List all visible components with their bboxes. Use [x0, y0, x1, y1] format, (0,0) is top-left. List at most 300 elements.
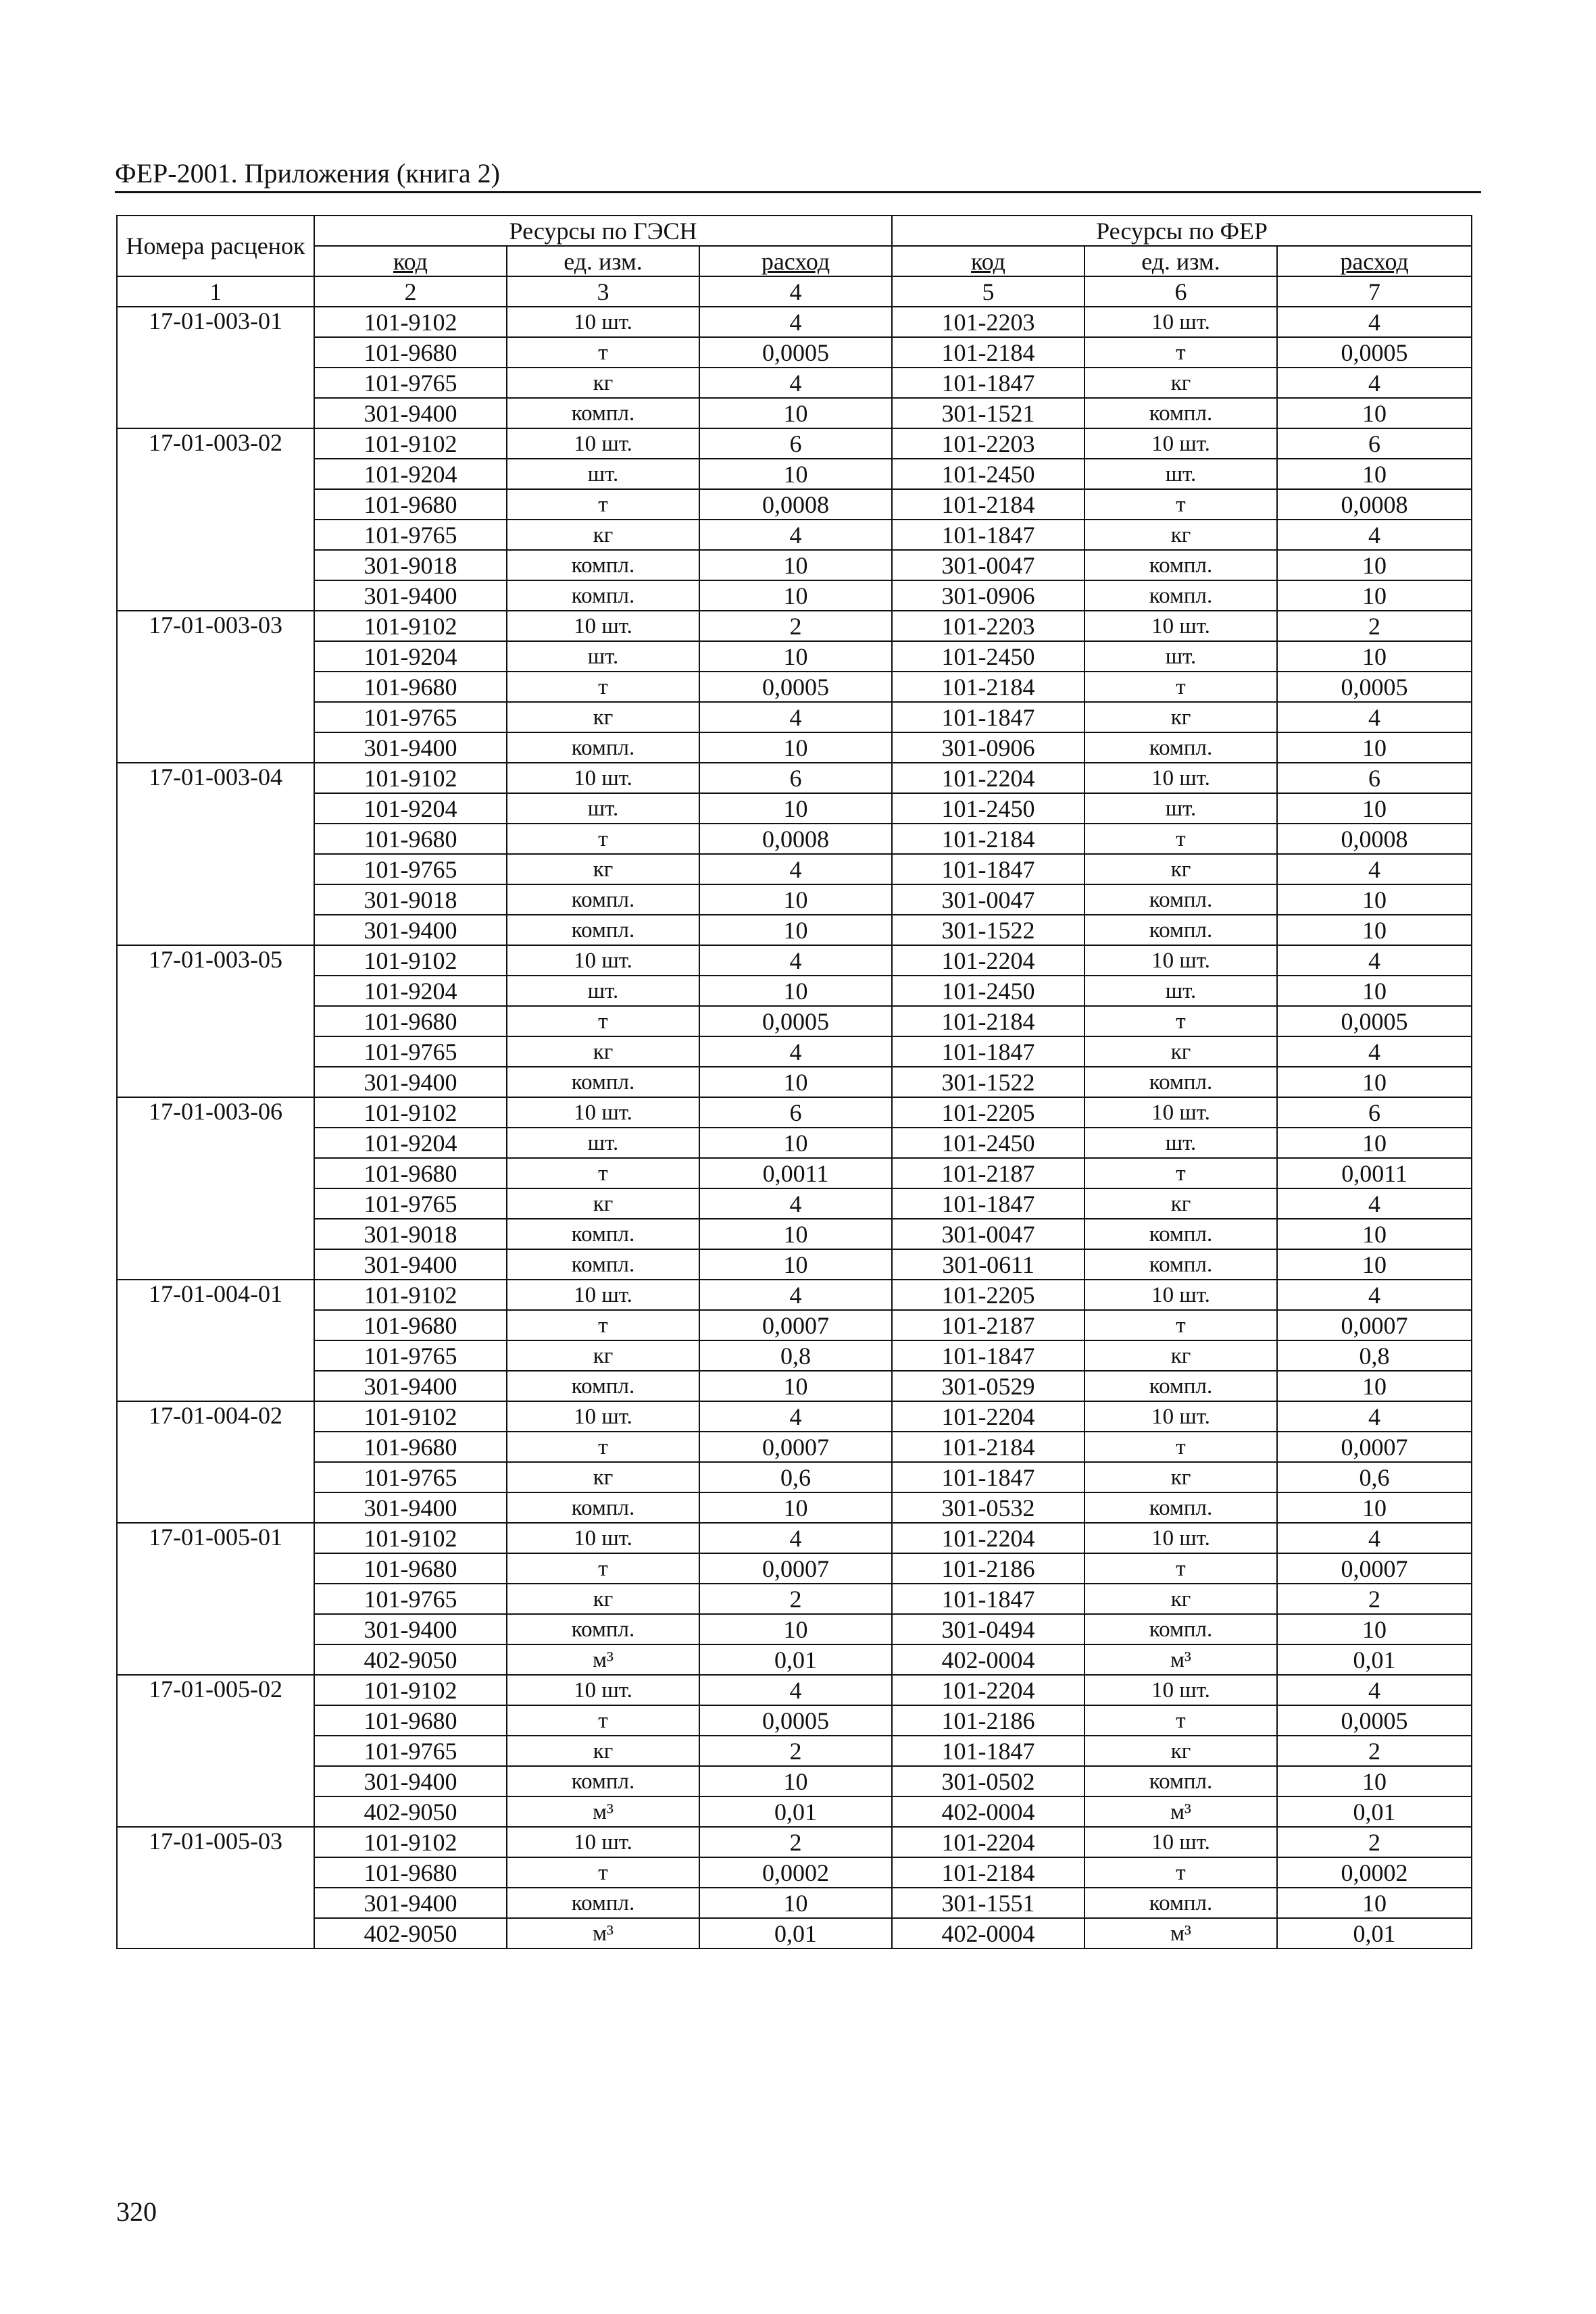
gesn-consumption-cell: 0,0011	[699, 1158, 892, 1188]
gesn-code-cell: 101-9765	[314, 1340, 507, 1371]
fer-unit-cell: компл.	[1084, 1614, 1277, 1644]
gesn-unit-cell: 10 шт.	[507, 1401, 699, 1432]
fer-unit-cell: т	[1084, 824, 1277, 854]
fer-consumption-cell: 10	[1277, 1614, 1472, 1644]
table-row	[117, 1371, 1472, 1401]
gesn-unit-cell: кг	[507, 702, 699, 732]
fer-unit-cell: т	[1084, 672, 1277, 702]
gesn-code-cell: 101-9765	[314, 1188, 507, 1219]
header-gesn-code: код	[314, 246, 507, 276]
fer-consumption-cell: 10	[1277, 1219, 1472, 1249]
table-row	[117, 520, 1472, 550]
fer-unit-cell: т	[1084, 1857, 1277, 1888]
gesn-code-cell: 301-9400	[314, 1067, 507, 1097]
gesn-consumption-cell: 10	[699, 793, 892, 824]
gesn-unit-cell: кг	[507, 368, 699, 398]
fer-unit-cell: компл.	[1084, 1492, 1277, 1523]
gesn-consumption-cell: 0,0005	[699, 337, 892, 368]
fer-unit-cell: компл.	[1084, 1067, 1277, 1097]
header-row-groups	[117, 216, 1472, 246]
fer-consumption-cell: 10	[1277, 459, 1472, 489]
table-row	[117, 1249, 1472, 1280]
resources-table	[116, 215, 1472, 1949]
gesn-unit-cell: кг	[507, 1188, 699, 1219]
fer-unit-cell: компл.	[1084, 732, 1277, 763]
gesn-code-cell: 301-9400	[314, 398, 507, 428]
gesn-unit-cell: шт.	[507, 459, 699, 489]
table-row	[117, 611, 1472, 641]
fer-unit-cell: 10 шт.	[1084, 945, 1277, 976]
gesn-unit-cell: 10 шт.	[507, 307, 699, 337]
gesn-code-cell: 101-9765	[314, 854, 507, 884]
table-row	[117, 1432, 1472, 1462]
rate-number-cell: 17-01-003-03	[117, 611, 314, 763]
gesn-code-cell: 101-9102	[314, 763, 507, 793]
table-row	[117, 398, 1472, 428]
fer-code-cell: 101-2450	[892, 641, 1084, 672]
fer-consumption-cell: 0,0007	[1277, 1432, 1472, 1462]
gesn-consumption-cell: 10	[699, 976, 892, 1006]
fer-consumption-cell: 6	[1277, 763, 1472, 793]
gesn-consumption-cell: 2	[699, 1827, 892, 1857]
gesn-code-cell: 402-9050	[314, 1644, 507, 1675]
fer-code-cell: 301-0529	[892, 1371, 1084, 1401]
gesn-consumption-cell: 10	[699, 1067, 892, 1097]
fer-code-cell: 101-1847	[892, 1462, 1084, 1492]
gesn-unit-cell: компл.	[507, 1888, 699, 1918]
gesn-code-cell: 101-9680	[314, 824, 507, 854]
gesn-consumption-cell: 10	[699, 1888, 892, 1918]
gesn-consumption-cell: 4	[699, 368, 892, 398]
table-row	[117, 1705, 1472, 1736]
fer-unit-cell: 10 шт.	[1084, 1827, 1277, 1857]
page-header-title: ФЕР-2001. Приложения (книга 2)	[115, 158, 500, 188]
gesn-consumption-cell: 10	[699, 732, 892, 763]
fer-code-cell: 101-1847	[892, 1736, 1084, 1766]
gesn-code-cell: 101-9102	[314, 1827, 507, 1857]
gesn-unit-cell: компл.	[507, 1492, 699, 1523]
fer-consumption-cell: 0,0005	[1277, 672, 1472, 702]
fer-code-cell: 101-2184	[892, 489, 1084, 520]
gesn-code-cell: 101-9102	[314, 611, 507, 641]
fer-code-cell: 101-2450	[892, 793, 1084, 824]
gesn-consumption-cell: 4	[699, 1523, 892, 1553]
fer-unit-cell: кг	[1084, 854, 1277, 884]
gesn-unit-cell: т	[507, 337, 699, 368]
fer-unit-cell: 10 шт.	[1084, 1523, 1277, 1553]
gesn-unit-cell: т	[507, 1158, 699, 1188]
table-row	[117, 732, 1472, 763]
table-row	[117, 1340, 1472, 1371]
fer-unit-cell: кг	[1084, 520, 1277, 550]
table-row	[117, 702, 1472, 732]
gesn-unit-cell: 10 шт.	[507, 1097, 699, 1128]
fer-unit-cell: кг	[1084, 1188, 1277, 1219]
table-row	[117, 489, 1472, 520]
gesn-code-cell: 101-9680	[314, 1310, 507, 1340]
fer-consumption-cell: 10	[1277, 641, 1472, 672]
table-row	[117, 641, 1472, 672]
fer-code-cell: 101-1847	[892, 1584, 1084, 1614]
table-row	[117, 1644, 1472, 1675]
fer-unit-cell: компл.	[1084, 1888, 1277, 1918]
header-fer-unit: ед. изм.	[1084, 246, 1277, 276]
fer-code-cell: 301-1551	[892, 1888, 1084, 1918]
fer-unit-cell: 10 шт.	[1084, 428, 1277, 459]
gesn-code-cell: 101-9102	[314, 1675, 507, 1705]
fer-consumption-cell: 0,0005	[1277, 1006, 1472, 1036]
gesn-unit-cell: 10 шт.	[507, 763, 699, 793]
fer-consumption-cell: 6	[1277, 428, 1472, 459]
gesn-consumption-cell: 4	[699, 702, 892, 732]
gesn-consumption-cell: 0,0007	[699, 1310, 892, 1340]
fer-unit-cell: компл.	[1084, 1219, 1277, 1249]
gesn-consumption-cell: 10	[699, 580, 892, 611]
gesn-code-cell: 301-9018	[314, 1219, 507, 1249]
fer-consumption-cell: 4	[1277, 368, 1472, 398]
gesn-code-cell: 101-9102	[314, 1280, 507, 1310]
table-row	[117, 884, 1472, 915]
gesn-unit-cell: кг	[507, 1584, 699, 1614]
fer-code-cell: 101-2205	[892, 1280, 1084, 1310]
fer-code-cell: 101-2204	[892, 1401, 1084, 1432]
table-row	[117, 1523, 1472, 1553]
gesn-code-cell: 101-9765	[314, 1462, 507, 1492]
table-row	[117, 1614, 1472, 1644]
gesn-consumption-cell: 4	[699, 945, 892, 976]
gesn-code-cell: 101-9102	[314, 1401, 507, 1432]
fer-code-cell: 101-2204	[892, 945, 1084, 976]
fer-consumption-cell: 10	[1277, 1249, 1472, 1280]
fer-consumption-cell: 0,0005	[1277, 1705, 1472, 1736]
gesn-consumption-cell: 10	[699, 1492, 892, 1523]
gesn-unit-cell: компл.	[507, 732, 699, 763]
table-row	[117, 580, 1472, 611]
header-fer-resources: Ресурсы по ФЕР	[892, 216, 1472, 246]
gesn-code-cell: 101-9102	[314, 945, 507, 976]
gesn-consumption-cell: 10	[699, 884, 892, 915]
gesn-code-cell: 101-9680	[314, 1432, 507, 1462]
header-gesn-consumption: расход	[699, 246, 892, 276]
gesn-unit-cell: шт.	[507, 641, 699, 672]
page-number: 320	[116, 2196, 157, 2227]
fer-consumption-cell: 4	[1277, 1036, 1472, 1067]
fer-code-cell: 101-2184	[892, 1857, 1084, 1888]
gesn-code-cell: 101-9680	[314, 1158, 507, 1188]
fer-code-cell: 101-2205	[892, 1097, 1084, 1128]
gesn-consumption-cell: 10	[699, 1766, 892, 1796]
gesn-unit-cell: кг	[507, 1340, 699, 1371]
gesn-unit-cell: компл.	[507, 580, 699, 611]
table-row	[117, 1918, 1472, 1948]
table-row	[117, 1006, 1472, 1036]
gesn-unit-cell: 10 шт.	[507, 945, 699, 976]
header-fer-code: код	[892, 246, 1084, 276]
gesn-consumption-cell: 0,0002	[699, 1857, 892, 1888]
fer-code-cell: 301-0494	[892, 1614, 1084, 1644]
fer-code-cell: 402-0004	[892, 1796, 1084, 1827]
fer-code-cell: 301-0047	[892, 1219, 1084, 1249]
gesn-consumption-cell: 0,0007	[699, 1553, 892, 1584]
fer-unit-cell: компл.	[1084, 398, 1277, 428]
gesn-code-cell: 301-9400	[314, 1888, 507, 1918]
fer-code-cell: 301-0906	[892, 580, 1084, 611]
gesn-unit-cell: 10 шт.	[507, 1675, 699, 1705]
gesn-code-cell: 301-9018	[314, 884, 507, 915]
gesn-unit-cell: м³	[507, 1644, 699, 1675]
rate-number-cell: 17-01-004-01	[117, 1280, 314, 1401]
gesn-unit-cell: компл.	[507, 1219, 699, 1249]
header-rate-numbers	[117, 216, 314, 276]
gesn-code-cell: 101-9102	[314, 1523, 507, 1553]
gesn-unit-cell: компл.	[507, 1249, 699, 1280]
gesn-unit-cell: компл.	[507, 915, 699, 945]
header-gesn-resources: Ресурсы по ГЭСН	[314, 216, 892, 246]
fer-consumption-cell: 10	[1277, 580, 1472, 611]
gesn-code-cell: 101-9680	[314, 489, 507, 520]
gesn-consumption-cell: 6	[699, 428, 892, 459]
table-row	[117, 1736, 1472, 1766]
fer-unit-cell: компл.	[1084, 1371, 1277, 1401]
gesn-unit-cell: кг	[507, 1736, 699, 1766]
fer-consumption-cell: 10	[1277, 1371, 1472, 1401]
gesn-unit-cell: т	[507, 1432, 699, 1462]
fer-code-cell: 101-1847	[892, 1188, 1084, 1219]
gesn-consumption-cell: 0,0005	[699, 672, 892, 702]
fer-unit-cell: шт.	[1084, 459, 1277, 489]
gesn-code-cell: 402-9050	[314, 1918, 507, 1948]
gesn-consumption-cell: 10	[699, 915, 892, 945]
gesn-unit-cell: компл.	[507, 1371, 699, 1401]
gesn-consumption-cell: 4	[699, 520, 892, 550]
gesn-unit-cell: компл.	[507, 398, 699, 428]
table-row	[117, 1462, 1472, 1492]
table-row	[117, 1888, 1472, 1918]
table-row	[117, 1280, 1472, 1310]
fer-code-cell: 101-2186	[892, 1553, 1084, 1584]
gesn-unit-cell: т	[507, 489, 699, 520]
column-number: 6	[1084, 276, 1277, 307]
fer-unit-cell: т	[1084, 1006, 1277, 1036]
gesn-code-cell: 301-9400	[314, 1492, 507, 1523]
gesn-unit-cell: м³	[507, 1918, 699, 1948]
table-row	[117, 1067, 1472, 1097]
fer-code-cell: 101-1847	[892, 1036, 1084, 1067]
table-row	[117, 1219, 1472, 1249]
gesn-consumption-cell: 10	[699, 398, 892, 428]
fer-consumption-cell: 0,0005	[1277, 337, 1472, 368]
table-header	[117, 216, 1472, 307]
fer-consumption-cell: 4	[1277, 1280, 1472, 1310]
fer-unit-cell: 10 шт.	[1084, 1675, 1277, 1705]
gesn-unit-cell: кг	[507, 520, 699, 550]
fer-code-cell: 101-2186	[892, 1705, 1084, 1736]
gesn-consumption-cell: 0,8	[699, 1340, 892, 1371]
fer-code-cell: 101-2204	[892, 1675, 1084, 1705]
gesn-consumption-cell: 0,0005	[699, 1705, 892, 1736]
fer-unit-cell: шт.	[1084, 641, 1277, 672]
fer-unit-cell: 10 шт.	[1084, 1401, 1277, 1432]
gesn-consumption-cell: 2	[699, 1584, 892, 1614]
fer-unit-cell: кг	[1084, 1462, 1277, 1492]
fer-unit-cell: 10 шт.	[1084, 611, 1277, 641]
table-row	[117, 1310, 1472, 1340]
rate-number-cell: 17-01-003-06	[117, 1097, 314, 1280]
gesn-code-cell: 402-9050	[314, 1796, 507, 1827]
gesn-code-cell: 101-9765	[314, 520, 507, 550]
fer-code-cell: 101-2203	[892, 428, 1084, 459]
fer-code-cell: 101-1847	[892, 1340, 1084, 1371]
table-row	[117, 1492, 1472, 1523]
gesn-consumption-cell: 6	[699, 1097, 892, 1128]
table-row	[117, 976, 1472, 1006]
gesn-consumption-cell: 4	[699, 1036, 892, 1067]
fer-consumption-cell: 4	[1277, 1675, 1472, 1705]
fer-unit-cell: компл.	[1084, 1766, 1277, 1796]
table-row	[117, 672, 1472, 702]
fer-consumption-cell: 10	[1277, 884, 1472, 915]
fer-unit-cell: м³	[1084, 1796, 1277, 1827]
table-row	[117, 337, 1472, 368]
fer-code-cell: 101-1847	[892, 520, 1084, 550]
gesn-consumption-cell: 10	[699, 459, 892, 489]
gesn-consumption-cell: 10	[699, 641, 892, 672]
fer-code-cell: 101-2204	[892, 1827, 1084, 1857]
gesn-unit-cell: кг	[507, 1036, 699, 1067]
gesn-consumption-cell: 4	[699, 1401, 892, 1432]
rate-number-cell: 17-01-003-01	[117, 307, 314, 428]
gesn-code-cell: 101-9765	[314, 702, 507, 732]
table-row	[117, 307, 1472, 337]
gesn-code-cell: 101-9204	[314, 976, 507, 1006]
table-row	[117, 1401, 1472, 1432]
table-row	[117, 1097, 1472, 1128]
fer-consumption-cell: 10	[1277, 793, 1472, 824]
fer-unit-cell: 10 шт.	[1084, 1280, 1277, 1310]
gesn-consumption-cell: 4	[699, 854, 892, 884]
gesn-unit-cell: т	[507, 672, 699, 702]
gesn-unit-cell: т	[507, 1705, 699, 1736]
fer-unit-cell: 10 шт.	[1084, 1097, 1277, 1128]
gesn-unit-cell: т	[507, 1857, 699, 1888]
gesn-consumption-cell: 10	[699, 1249, 892, 1280]
fer-consumption-cell: 10	[1277, 1492, 1472, 1523]
fer-unit-cell: 10 шт.	[1084, 307, 1277, 337]
gesn-code-cell: 101-9680	[314, 1006, 507, 1036]
gesn-consumption-cell: 10	[699, 1614, 892, 1644]
column-number: 4	[699, 276, 892, 307]
gesn-code-cell: 101-9765	[314, 368, 507, 398]
gesn-code-cell: 101-9680	[314, 672, 507, 702]
fer-code-cell: 301-0532	[892, 1492, 1084, 1523]
fer-unit-cell: т	[1084, 1553, 1277, 1584]
table-row	[117, 1128, 1472, 1158]
gesn-unit-cell: компл.	[507, 1766, 699, 1796]
table-row	[117, 1827, 1472, 1857]
rate-number-cell: 17-01-005-01	[117, 1523, 314, 1675]
fer-code-cell: 101-2184	[892, 1432, 1084, 1462]
gesn-consumption-cell: 10	[699, 1371, 892, 1401]
fer-unit-cell: т	[1084, 1310, 1277, 1340]
table-row	[117, 1584, 1472, 1614]
fer-unit-cell: компл.	[1084, 884, 1277, 915]
fer-consumption-cell: 10	[1277, 1888, 1472, 1918]
table-row	[117, 1158, 1472, 1188]
gesn-code-cell: 101-9204	[314, 641, 507, 672]
fer-consumption-cell: 4	[1277, 307, 1472, 337]
table-row	[117, 915, 1472, 945]
gesn-unit-cell: т	[507, 824, 699, 854]
table-row	[117, 1857, 1472, 1888]
fer-consumption-cell: 10	[1277, 550, 1472, 580]
column-number: 3	[507, 276, 699, 307]
fer-consumption-cell: 2	[1277, 1827, 1472, 1857]
fer-code-cell: 101-2204	[892, 763, 1084, 793]
table-row	[117, 763, 1472, 793]
gesn-code-cell: 301-9400	[314, 1614, 507, 1644]
fer-code-cell: 101-2203	[892, 611, 1084, 641]
fer-code-cell: 301-0611	[892, 1249, 1084, 1280]
gesn-consumption-cell: 2	[699, 1736, 892, 1766]
gesn-consumption-cell: 0,01	[699, 1644, 892, 1675]
fer-consumption-cell: 0,0002	[1277, 1857, 1472, 1888]
gesn-consumption-cell: 10	[699, 550, 892, 580]
table-row	[117, 1766, 1472, 1796]
gesn-consumption-cell: 0,01	[699, 1796, 892, 1827]
table-row	[117, 428, 1472, 459]
fer-unit-cell: кг	[1084, 1736, 1277, 1766]
fer-consumption-cell: 4	[1277, 854, 1472, 884]
gesn-code-cell: 301-9400	[314, 1766, 507, 1796]
rate-number-cell: 17-01-005-02	[117, 1675, 314, 1827]
table-row	[117, 368, 1472, 398]
fer-consumption-cell: 4	[1277, 520, 1472, 550]
gesn-code-cell: 101-9102	[314, 428, 507, 459]
fer-unit-cell: т	[1084, 1432, 1277, 1462]
gesn-consumption-cell: 10	[699, 1219, 892, 1249]
rate-number-cell: 17-01-003-04	[117, 763, 314, 945]
fer-consumption-cell: 0,01	[1277, 1644, 1472, 1675]
fer-unit-cell: компл.	[1084, 1249, 1277, 1280]
fer-code-cell: 101-2450	[892, 976, 1084, 1006]
gesn-unit-cell: 10 шт.	[507, 428, 699, 459]
gesn-unit-cell: компл.	[507, 1067, 699, 1097]
rate-number-cell: 17-01-003-02	[117, 428, 314, 611]
gesn-unit-cell: шт.	[507, 1128, 699, 1158]
gesn-consumption-cell: 0,0007	[699, 1432, 892, 1462]
gesn-unit-cell: шт.	[507, 976, 699, 1006]
header-rate-numbers-text: Номера расценок	[126, 232, 305, 259]
fer-unit-cell: м³	[1084, 1644, 1277, 1675]
gesn-code-cell: 301-9400	[314, 915, 507, 945]
fer-consumption-cell: 2	[1277, 611, 1472, 641]
fer-unit-cell: т	[1084, 1158, 1277, 1188]
column-number: 1	[117, 276, 314, 307]
fer-consumption-cell: 4	[1277, 1401, 1472, 1432]
fer-code-cell: 301-0047	[892, 884, 1084, 915]
column-number: 2	[314, 276, 507, 307]
fer-code-cell: 101-2184	[892, 1006, 1084, 1036]
fer-code-cell: 101-2450	[892, 459, 1084, 489]
table-body	[117, 307, 1472, 1948]
fer-unit-cell: компл.	[1084, 550, 1277, 580]
table-row	[117, 793, 1472, 824]
fer-code-cell: 101-2187	[892, 1158, 1084, 1188]
fer-consumption-cell: 10	[1277, 732, 1472, 763]
table-row	[117, 945, 1472, 976]
gesn-code-cell: 301-9400	[314, 732, 507, 763]
gesn-code-cell: 101-9765	[314, 1036, 507, 1067]
